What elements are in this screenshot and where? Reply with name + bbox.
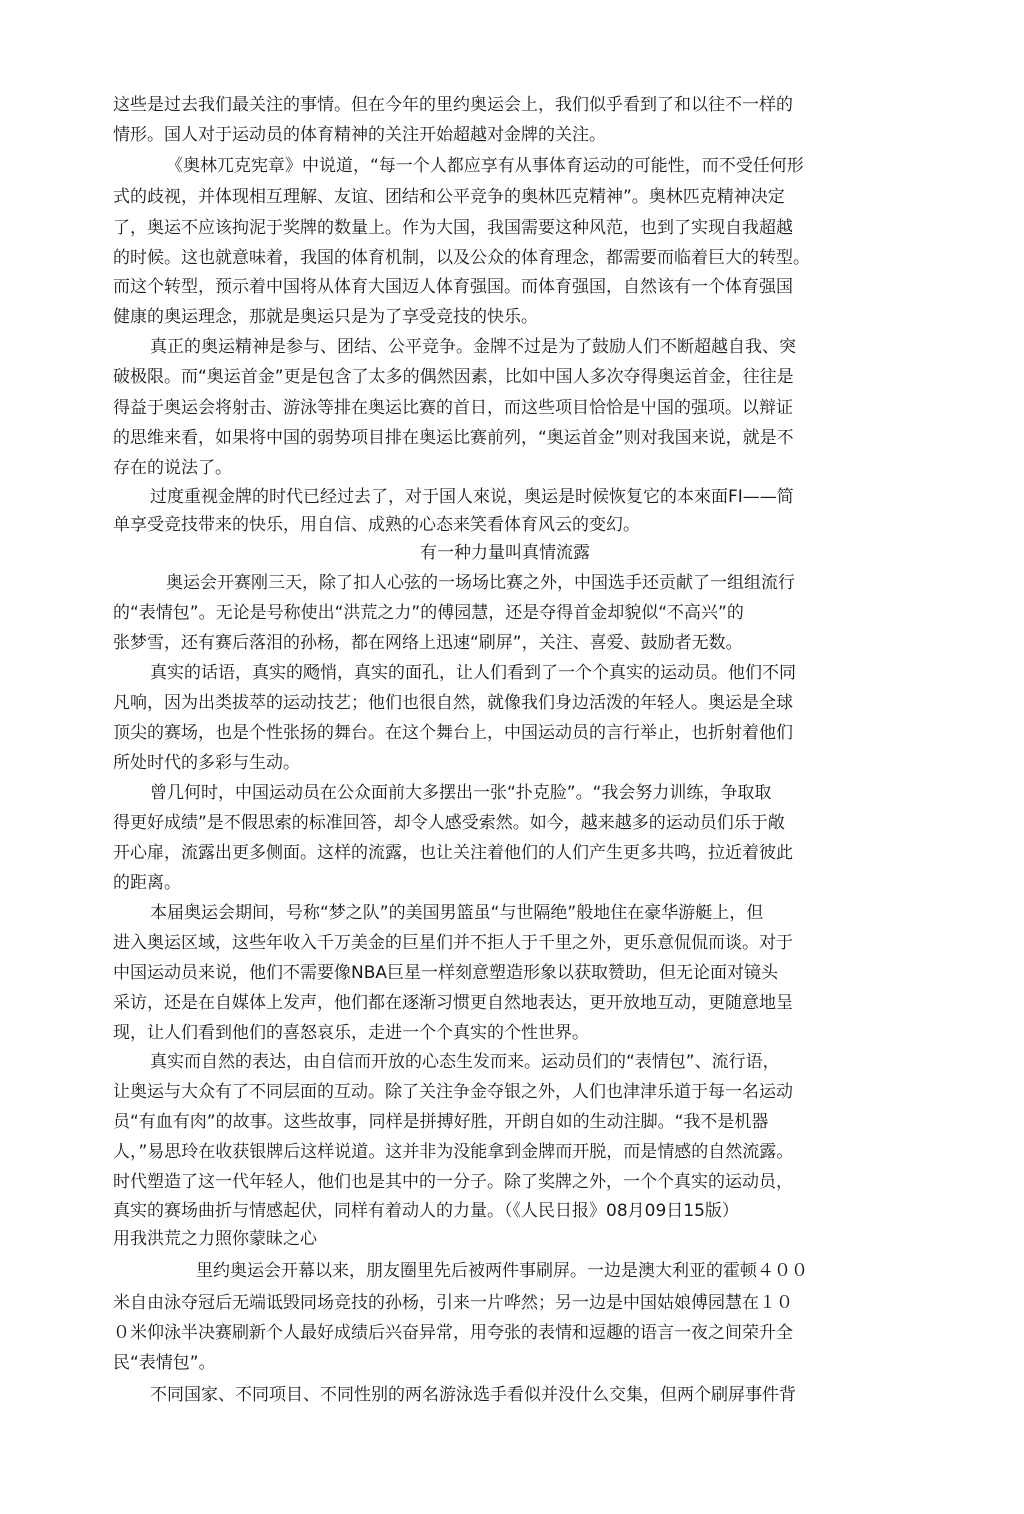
text-line: 《奥林兀克宪章》中说道，“每一个人都应享有从事体育运动的可能性，而不受任何形: [166, 156, 804, 176]
text-line: 健康的奥运理念，那就是奥运只是为了享受竞技的快乐。: [113, 307, 538, 327]
text-line: 不同国家、不同项目、不同性别的两名游泳选手看似并没什么交集，但两个刷屏事件背: [150, 1385, 796, 1405]
text-line: 真实的赛场曲折与情感起伏，同样有着动人的力量。（《人民日报》08月09日15版）: [113, 1201, 739, 1221]
text-line: 曾几何时，中国运动员在公众面前大多摆出一张“扑克脸”。“我会努力训练，争取取: [150, 783, 772, 803]
text-line: 里约奥运会开幕以来，朋友圈里先后被两件事刷屏。一边是澳大利亚的霍顿４００: [196, 1261, 808, 1281]
text-line: 本届奥运会期间，号称“梦之队”的美国男篮虽“与世隔绝”般地住在豪华游艇上，但: [150, 903, 764, 923]
text-line: 现，让人们看到他们的喜怒哀乐，走进一个个真实的个性世界。: [113, 1023, 589, 1043]
text-line: 的时候。这也就意味着，我国的体育机制，以及公众的体育理念，都需要而临着巨大的转型。: [113, 248, 810, 268]
text-line: 单享受竞技带来的快乐，用自信、成熟的心态来笑看体育风云的变幻。: [113, 515, 640, 535]
text-line: 过度重视金牌的时代已经过去了，对于国人來说，奥运是时候恢复它的本來面FI——简: [150, 487, 794, 507]
text-line: 顶尖的赛场，也是个性张扬的舞台。在这个舞台上，中国运动员的言行举止，也折射着他们: [113, 723, 793, 743]
text-line: 式的歧视，并体现相互理解、友谊、团结和公平竞争的奥林匹克精神”。奥林匹克精神决定: [113, 187, 785, 207]
section-heading: 用我洪荒之力照你蒙昧之心: [113, 1229, 317, 1249]
text-line: 了，奥运不应该拘泥于奖牌的数量上。作为大国，我国需要这种风范，也到了实现自我超越: [113, 218, 793, 238]
text-line: 的思维来看，如果将中国的弱势项目排在奥运比赛前列，“奥运首金”则对我国来说，就是不: [113, 428, 794, 448]
text-line: 民“表情包”。: [113, 1353, 216, 1373]
text-line: 得益于奥运会将射击、游泳等排在奥运比赛的首日，而这些项目恰恰是屮国的强项。以辩证: [113, 398, 793, 418]
text-line: 所处时代的多彩与生动。: [113, 753, 300, 773]
text-line: 情形。国人对于运动员的体育精神的关注开始超越对金牌的关注。: [113, 125, 606, 145]
text-line: 的“表情包”。无论是号称使出“洪荒之力”的傅园慧，还是夺得首金却貌似“不高兴”的: [113, 603, 744, 623]
text-line: 奥运会开赛刚三天，除了扣人心弦的一场场比赛之外，中国选手还贡献了一组组流行: [166, 573, 795, 593]
text-line: 真实的话语，真实的飏悄，真实的面孔，让人们看到了一个个真实的运动员。他们不同: [150, 663, 796, 683]
text-line: 时代塑造了这一代年轻人，他们也是其中的一分子。除了奖牌之外，一个个真实的运动员，: [113, 1172, 793, 1192]
text-line: 中国运动员来说，他们不需要像NBA巨星一样刻意塑造形象以获取赞助，但无论面对镜头: [113, 963, 779, 983]
text-line: 真实而自然的表达，由自信而开放的心态生发而来。运动员们的“表情包”、流行语，: [150, 1052, 780, 1072]
text-line: 米自由泳夺冠后无端诋毁同场竞技的孙杨，引来一片哗然；另一边是中国姑娘傅园慧在１０: [113, 1293, 793, 1313]
text-line: ０米仰泳半决赛刷新个人最好成绩后兴奋异常，用夸张的表情和逗趣的语言一夜之间荣升全: [113, 1323, 793, 1343]
text-line: 破极限。而“奥运首金”更是包含了太多的偶然因素，比如中国人多次夺得奥运首金，往往是: [113, 367, 794, 387]
text-line: 而这个转型，预示着中国将从体育大国迈人体育强国。而体育强国，自然该有一个体育强国: [113, 277, 793, 297]
text-line: 的距离。: [113, 873, 181, 893]
text-line: 进入奥运区域，这些年收入千万美金的巨星们并不拒人于千里之外，更乐意侃侃而谈。对于: [113, 933, 793, 953]
text-line: 这些是过去我们最关注的事情。但在今年的里约奥运会上，我们似乎看到了和以往不一样的: [113, 95, 793, 115]
text-line: 得更好成绩”是不假思索的标准回答，却令人感受索然。如今，越来越多的运动员们乐于敞: [113, 813, 785, 833]
text-line: 凡响，因为出类拔萃的运动技艺；他们也很自然，就像我们身边活泼的年轻人。奥运是全球: [113, 693, 793, 713]
text-line: 人，”易思玲在收获银牌后这样说道。这并非为没能拿到金牌而开脱，而是情感的自然流露。: [113, 1142, 794, 1162]
text-line: 采访，还是在自媒体上发声，他们都在逐渐习惯更自然地表达，更开放地互动，更随意地呈: [113, 993, 793, 1013]
text-line: 张梦雪，还有赛后落泪的孙杨，都在网络上迅速“刷屏”，关注、喜爱、鼓励者无数。: [113, 633, 743, 653]
section-heading: 有一种力量叫真情流露: [420, 543, 590, 563]
text-line: 存在的说法了。: [113, 458, 232, 478]
text-line: 让奥运与大众有了不同层面的互动。除了关注争金夺银之外，人们也津津乐道于每一名运动: [113, 1082, 793, 1102]
text-line: 真正的奥运精神是参与、团结、公平竞争。金牌不过是为了鼓励人们不断超越自我、突: [150, 337, 796, 357]
text-line: 员“有血有肉”的故事。这些故事，同样是拼搏好胜，开朗自如的生动注脚。“我不是机器: [113, 1112, 769, 1132]
text-line: 开心扉，流露出更多侧面。这样的流露，也让关注着他们的人们产生更多共鸣，拉近着彼此: [113, 843, 793, 863]
